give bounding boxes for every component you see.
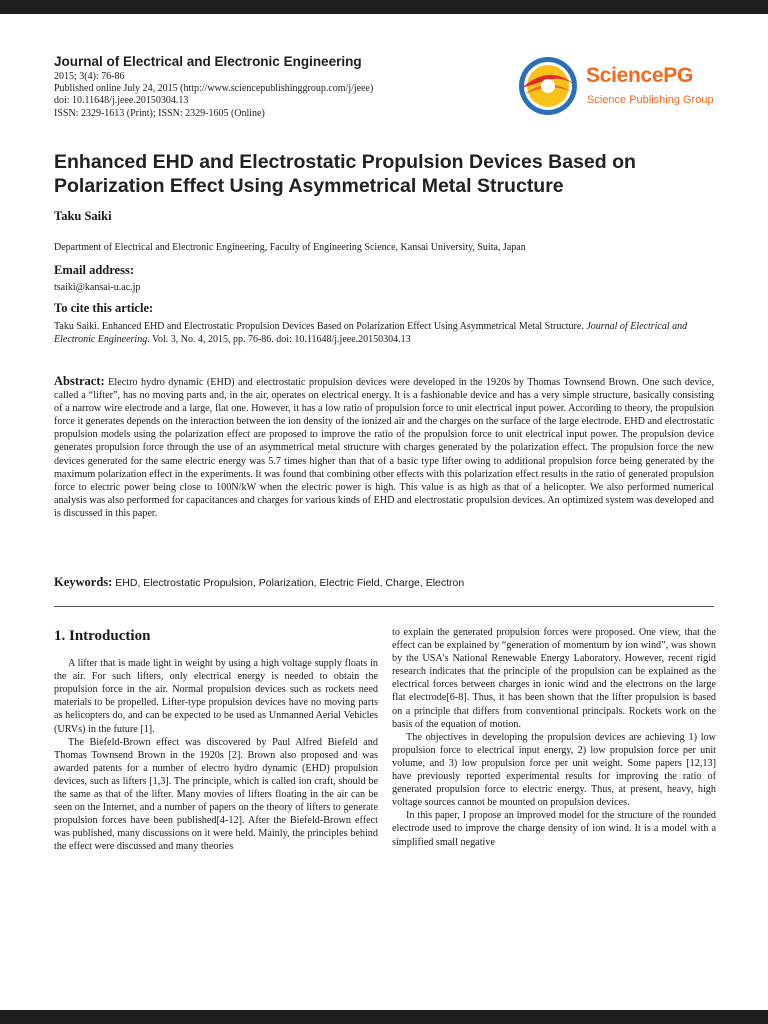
body-paragraph: In this paper, I propose an improved model for the structure of the rounded electrode used to improve the charge density of ion wind. It is a model with a simplified small negative	[392, 810, 716, 848]
body-column-left	[54, 626, 378, 854]
abstract-label: Abstract:	[54, 374, 105, 388]
sciencepg-logo-icon	[516, 54, 580, 118]
keywords-text: EHD, Electrostatic Propulsion, Polarization, Electric Field, Charge, Electron	[115, 577, 465, 589]
abstract-text: Electro hydro dynamic (EHD) and electrostatic propulsion devices were developed in the 1920s by Thomas Townsend Brown. One such device, called a “lifter”, has no moving parts and, in the air, operates on electrical energy. It is a fashionable device and has a very simple structure, basically consisting of a narrow wire electrode and a large, flat one. However, it has a low ratio of propulsion force to unit electrical input power. According to theory, the propulsion force it generates depends on the interaction between the ion density of the ionized air and the charges on the surface of the large electrode. EHD and electrostatic propulsion models using the polarization effect are proposed to improve the ratio of the propulsion force to unit electrical input power. The propulsion device generates propulsion force through the use of an asymmetrical metal structure with charges generated by the polarization effect. The propulsion force the new devices generated for the same electric energy was 5.7 times higher than that of a basic type lifter owing to additional propulsion force being generated by the maximum polarization effect in the experiments. It was found that combining other effects with this polarization effect results in the ratio of generated propulsion force to electric power being close to 100N/kW when the electric power is high. This value is as high as that of a helicopter. We also performed numerical analysis was also performed for capacitances and charges for various kinds of EHD and electrostatic propulsion devices. An optimized system was developed and is discussed in this paper.	[54, 377, 715, 519]
author-affiliation: Department of Electrical and Electronic Engineering, Faculty of Engineering Science, Kansai University, Suita, Japan	[54, 242, 526, 253]
publication-date: Published online July 24, 2015 (http://www.sciencepublishinggroup.com/j/jeee)	[54, 83, 374, 95]
logo-tagline: Science Publishing Group	[587, 94, 714, 106]
page-top-border	[0, 0, 768, 14]
keywords-label: Keywords:	[54, 575, 113, 589]
page-bottom-border	[0, 1010, 768, 1024]
body-paragraph: The objectives in developing the propulsion devices are achieving 1) low propulsion force to electrical input energy, 2) low propulsion force per unit volume, and 3) low propulsion force per unit weight. Some papers [12,13] have previously reported experimental results for improving the ratio of generated propulsion force to electric energy. Thus, at present, heavy, high voltage sources cannot be mounted on propulsion devices.	[392, 731, 716, 809]
section-heading-introduction: 1. Introduction	[54, 628, 151, 644]
citation	[54, 320, 716, 346]
citation-suffix: . Vol. 3, No. 4, 2015, pp. 76-86. doi: 10.11648/j.jeee.20150304.13	[147, 334, 411, 346]
journal-doi: doi: 10.11648/j.jeee.20150304.13	[54, 95, 189, 107]
body-paragraph: The Biefeld-Brown effect was discovered by Paul Alfred Biefeld and Thomas Townsend Brown in the 1920s [2]. Brown also proposed and was awarded patents for a number of electro hydro dynamic (EHD) propulsion devices, such as lifters [1,3]. The principle, which is called ion craft, should be the same as that of the lifter. Many movies of lifters floating in the air can be seen on the Internet, and a number of papers on the theory of lifters to generate propulsion forces have been published[4-12]. After the Biefeld-Brown effect was published, many discussions on it were held. Mainly, the principles behind the effect were discussed and many theories	[54, 736, 378, 853]
cite-heading: To cite this article:	[54, 301, 154, 315]
logo-name: SciencePG	[586, 64, 694, 87]
keywords	[54, 575, 714, 590]
journal-issue: 2015; 3(4): 76-86	[54, 71, 125, 82]
author-email: tsaiki@kansai-u.ac.jp	[54, 282, 141, 293]
journal-header	[54, 54, 514, 120]
section-divider	[54, 606, 714, 607]
citation-journal: Journal of Electrical and Electronic Engineering	[54, 321, 688, 346]
journal-title: Journal of Electrical and Electronic Engineering	[54, 54, 362, 69]
journal-issn: ISSN: 2329-1613 (Print); ISSN: 2329-1605 (Online)	[54, 107, 265, 119]
author-name: Taku Saiki	[54, 209, 112, 223]
email-heading: Email address:	[54, 263, 134, 277]
body-column-right	[392, 626, 716, 849]
abstract	[54, 375, 714, 520]
body-paragraph: A lifter that is made light in weight by using a high voltage supply floats in the air. For such lifters, only electrical energy is needed to obtain the propulsion force in the air. Normal propulsion devices such as rockets need materials to be propelled. Lifter-type propulsion devices have no moving parts as helicopters do, and can be expected to be used as Unmanned Aerial Vehicles (URVs) in the future [1].	[54, 658, 378, 735]
body-paragraph: to explain the generated propulsion forces were proposed. One view, that the effect can be explained by “generation of momentum by ion wind”, was shown by the USA's National Renewable Energy Laboratory. However, recent rigid research indicates that the principle of the propulsion can be explained as the electrical forces between charges in ionic wind and the electrons on the large flat electrode[6-8]. Thus, it has been shown that the lifter propulsion is based on a principle that differs from conventional principals. Rockets work on the basis of the equation of motion.	[392, 627, 716, 730]
sciencepg-logo	[516, 54, 716, 118]
citation-prefix: Taku Saiki. Enhanced EHD and Electrostatic Propulsion Devices Based on Polarization Effect Using Asymmetrical Metal Structure.	[54, 321, 584, 332]
paper-title: Enhanced EHD and Electrostatic Propulsion Devices Based on Polarization Effect Using Asymmetrical Metal Structure	[54, 151, 636, 197]
